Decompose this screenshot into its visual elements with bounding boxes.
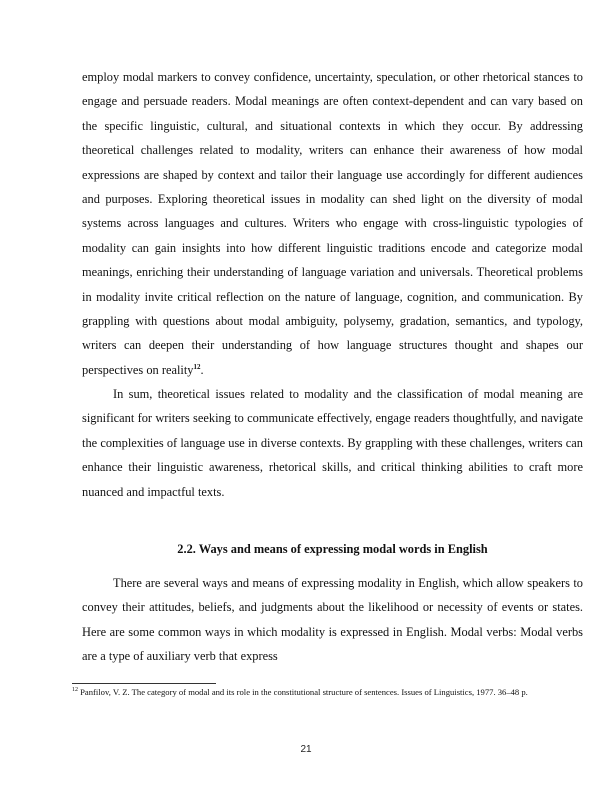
footnote (72, 686, 542, 699)
paragraph-end: . (200, 362, 204, 377)
page-number: 21 (300, 744, 312, 755)
body-paragraph: In sum, theoretical issues related to modality and the classification of modal meaning are significant for writers seeking to communicate effectively, engage readers thoughtfully, and navigate the complexities of language use in diverse contexts. By grappling with these challenges, writers can enhance their linguistic awareness, rhetorical skills, and critical thinking abilities to craft more nuanced and impactful texts. (82, 387, 583, 499)
body-paragraph (82, 65, 583, 382)
paragraph-text: employ modal markers to convey confidence, uncertainty, speculation, or other rhetorical stances to engage and persuade readers. Modal meanings are often context-dependent and can vary based on the specific linguistic, cultural, and situational contexts in which they occur. By addressing theoretical challenges related to modality, writers can enhance their awareness of how modal expressions are shaped by context and tailor their language use accordingly for different audiences and purposes. Exploring theoretical issues in modality can shed light on the diversity of modal systems across languages and cultures. Writers who engage with cross-linguistic typologies of modality can gain insights into how different linguistic traditions encode and categorize modal meanings, enriching their understanding of language variation and universals. Theoretical problems in modality invite critical reflection on the nature of language, cognition, and communication. By grappling with questions about modal ambiguity, polysemy, gradation, semantics, and typology, writers can deepen their understanding of how language structures thought and shapes our perspectives on reality (82, 70, 583, 377)
footnote-reference[interactable]: 12 (193, 362, 201, 371)
section-heading: 2.2. Ways and means of expressing modal words in English (177, 542, 488, 556)
body-paragraph: There are several ways and means of expressing modality in English, which allow speakers to convey their attitudes, beliefs, and judgments about the likelihood or necessity of events or states. Here are some common ways in which modality is expressed in English. Modal verbs: Modal verbs are a type of auxiliary verb that express (82, 576, 583, 664)
footnote-divider (72, 683, 216, 684)
footnote-number: 12 (72, 687, 78, 694)
footnote-text: Panfilov, V. Z. The category of modal and its role in the constitutional structure of sentences. Issues of Linguistics, 1977. 36–48 p. (80, 687, 528, 697)
